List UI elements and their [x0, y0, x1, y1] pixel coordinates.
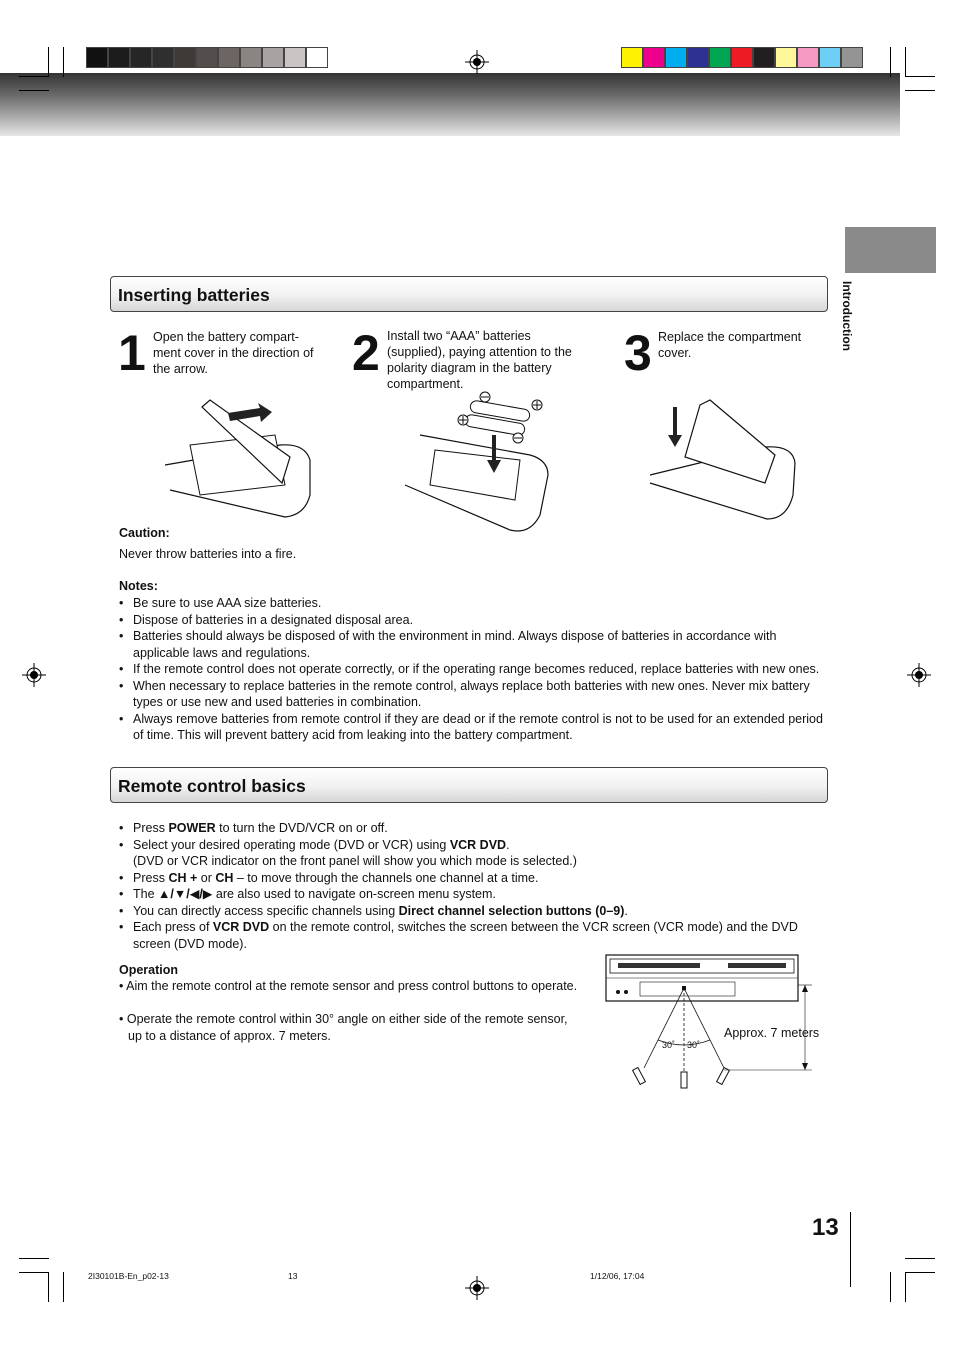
page-number: 13: [812, 1214, 839, 1241]
calibration-swatch: [284, 47, 306, 68]
calibration-swatch: [86, 47, 108, 68]
step-2-text: Install two “AAA” batteries (supplied), paying attention to the polarity diagram in the battery compartment.: [387, 329, 572, 391]
calibration-swatch: [218, 47, 240, 68]
calibration-swatch: [196, 47, 218, 68]
remote-open-cover-illustration: [160, 395, 320, 525]
color-calibration-swatches: [621, 47, 863, 68]
operation-heading: Operation: [119, 963, 179, 977]
list-item: • When necessary to replace batteries in the remote control, always replace both batteries with new ones. Never mix battery types or use new and used batteries in combination.: [119, 678, 829, 711]
calibration-swatch: [709, 47, 731, 68]
caution-heading: Caution:: [119, 526, 170, 540]
header-gradient-band: [0, 73, 900, 136]
step-3-text: Replace the compartment cover.: [658, 330, 802, 360]
footer-file: 2I30101B-En_p02-13: [88, 1271, 169, 1281]
registration-mark-icon: [465, 50, 489, 74]
step-2-number: 2: [352, 325, 380, 381]
list-item: • Be sure to use AAA size batteries.: [119, 595, 829, 612]
calibration-swatch: [665, 47, 687, 68]
operation-item: • Aim the remote control at the remote sensor and press control buttons to operate.: [119, 979, 578, 993]
remote-close-cover-illustration: [645, 395, 800, 525]
list-item: • If the remote control does not operate correctly, or if the operating range becomes reduced, replace batteries with new ones.: [119, 661, 829, 678]
caution-text: Never throw batteries into a fire.: [119, 547, 297, 561]
step-1-number: 1: [118, 325, 146, 381]
remote-insert-batteries-illustration: [400, 385, 550, 535]
gray-calibration-swatches: [86, 47, 328, 68]
step-3-number: 3: [624, 325, 652, 381]
batteries-section-header: [110, 276, 828, 312]
calibration-swatch: [152, 47, 174, 68]
list-item: • Select your desired operating mode (DVD or VCR) using VCR DVD. (DVD or VCR indicator on the front panel will show you which mode is selected.): [119, 837, 831, 870]
registration-mark-icon: [907, 663, 931, 687]
list-item: • The ▲/▼/◀/▶ are also used to navigate on-screen menu system.: [119, 886, 831, 903]
list-item: • You can directly access specific channels using Direct channel selection buttons (0–9).: [119, 903, 831, 920]
calibration-swatch: [643, 47, 665, 68]
distance-label: Approx. 7 meters: [724, 1026, 820, 1040]
registration-mark-icon: [22, 663, 46, 687]
calibration-swatch: [819, 47, 841, 68]
side-tab-label: Introduction: [840, 281, 854, 351]
angle-right-label: 30˚: [687, 1040, 701, 1050]
calibration-swatch: [753, 47, 775, 68]
list-item: • Each press of VCR DVD on the remote control, switches the screen between the VCR screen (VCR mode) and the DVD screen (DVD mode).: [119, 919, 831, 952]
remote-basics-title: Remote control basics: [118, 776, 306, 796]
remote-range-diagram: [600, 950, 835, 1090]
notes-list: [119, 595, 829, 744]
calibration-swatch: [621, 47, 643, 68]
angle-left-label: 30˚: [662, 1040, 676, 1050]
calibration-swatch: [108, 47, 130, 68]
section-tab: [845, 227, 936, 273]
list-item: • Dispose of batteries in a designated disposal area.: [119, 612, 829, 629]
registration-mark-icon: [465, 1276, 489, 1300]
calibration-swatch: [240, 47, 262, 68]
calibration-swatch: [130, 47, 152, 68]
operation-item: • Operate the remote control within 30° angle on either side of the remote sensor, up to a distance of approx. 7 meters.: [119, 1012, 568, 1043]
step-1-text: Open the battery compart- ment cover in the direction of the arrow.: [153, 330, 314, 376]
footer-page: 13: [288, 1271, 298, 1281]
calibration-swatch: [306, 47, 328, 68]
list-item: • Batteries should always be disposed of with the environment in mind. Always dispose of batteries in accordance with applicable laws and regulations.: [119, 628, 829, 661]
calibration-swatch: [731, 47, 753, 68]
calibration-swatch: [174, 47, 196, 68]
calibration-swatch: [262, 47, 284, 68]
list-item: • Press POWER to turn the DVD/VCR on or off.: [119, 820, 831, 837]
calibration-swatch: [687, 47, 709, 68]
remote-basics-section-header: [110, 767, 828, 803]
calibration-swatch: [797, 47, 819, 68]
footer-date: 1/12/06, 17:04: [590, 1271, 645, 1281]
notes-heading: Notes:: [119, 579, 158, 593]
calibration-swatch: [775, 47, 797, 68]
list-item: • Press CH + or CH – to move through the channels one channel at a time.: [119, 870, 831, 887]
list-item: • Always remove batteries from remote control if they are dead or if the remote control is not to be used for an extended period of time. This will prevent battery acid from leaking into the battery compartment.: [119, 711, 829, 744]
calibration-swatch: [841, 47, 863, 68]
remote-basics-list: [119, 820, 831, 952]
batteries-title: Inserting batteries: [118, 285, 270, 305]
